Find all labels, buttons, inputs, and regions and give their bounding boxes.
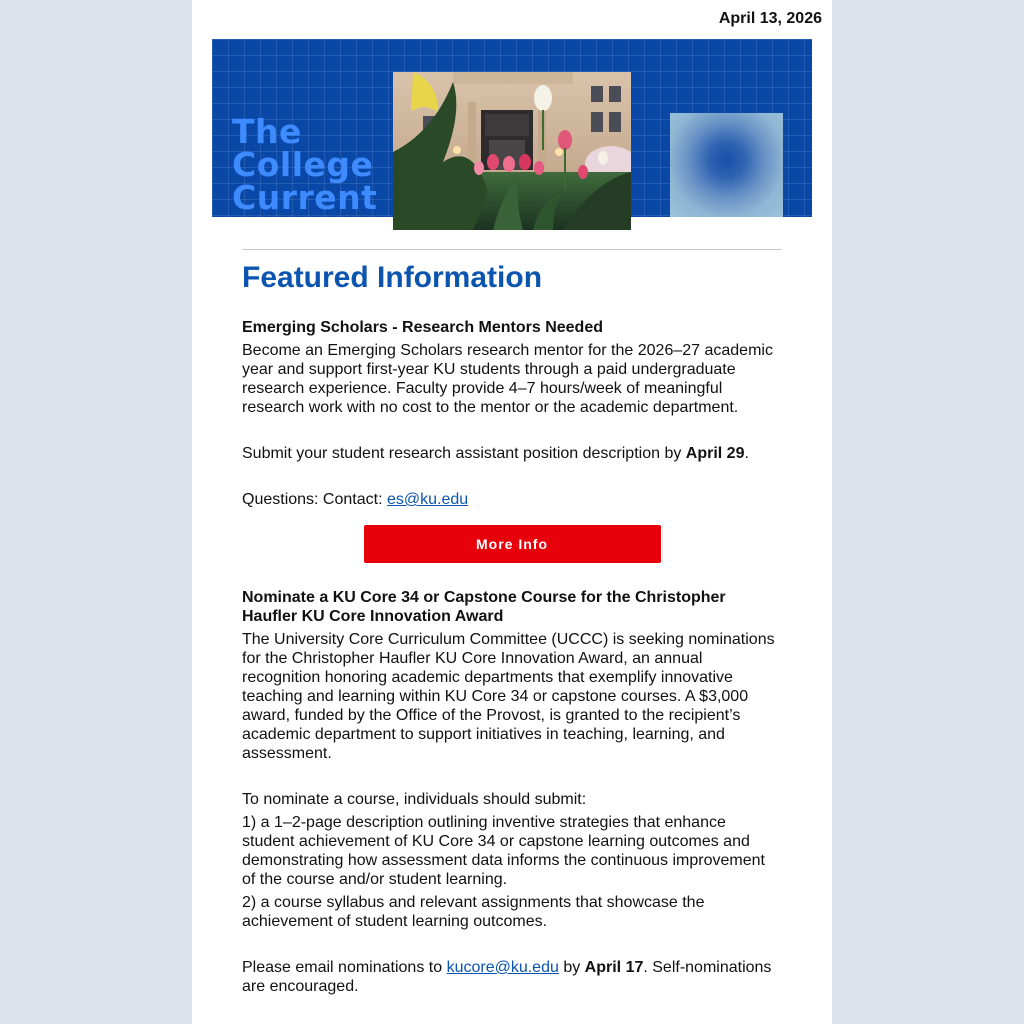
kucore-email-link[interactable]: kucore@ku.edu [446, 959, 559, 976]
article-1-contact-prefix: Questions: Contact: [242, 491, 387, 508]
article-2-email-date: April 17 [584, 959, 644, 976]
article-1-deadline-prefix: Submit your student research assistant position description by [242, 445, 686, 462]
article-1-body: Become an Emerging Scholars research mentor for the 2026–27 academic year and support first-year KU students through a paid undergraduate research experience. Faculty provide 4–7 hours/week of meaningful research work with no cost to the mentor or the academic department. [242, 342, 773, 416]
article-1-deadline-suffix: . [744, 445, 749, 462]
article-2-body: The University Core Curriculum Committee (UCCC) is seeking nominations for the Christopher Haufler KU Core Innovation Award, an annual recognition honoring academic departments that exemplify innovative teaching and learning within KU Core 34 or capstone courses. A $3,000 award, funded by the Office of the Provost, is granted to the recipient’s academic department to support initiatives in teaching, learning, and assessment. [242, 631, 775, 762]
newsletter-banner [212, 39, 812, 217]
article-2-email-mid: by [558, 959, 585, 976]
email-content [242, 258, 782, 996]
banner-title-line-2: College [232, 145, 374, 184]
article-1-title: Emerging Scholars - Research Mentors Needed [242, 319, 603, 336]
article-2-email-prefix: Please email nominations to [242, 959, 447, 976]
banner-title-line-1: The [232, 112, 302, 151]
article-2-email-suffix: . Self-nominations are encouraged. [242, 959, 772, 995]
article-1-deadline [242, 444, 782, 463]
section-heading: Featured Information [242, 261, 543, 294]
article-2-submit-intro: To nominate a course, individuals should submit: [242, 791, 587, 808]
article-1-contact [242, 490, 782, 509]
article-2-item-2: 2) a course syllabus and relevant assignments that showcase the achievement of student learning outcomes. [242, 894, 705, 930]
article-2-email-line [242, 958, 782, 996]
banner-title-line-3: Current [232, 178, 378, 217]
banner-title [232, 112, 378, 217]
more-info-button[interactable]: More Info [364, 525, 661, 563]
contact-email-link[interactable]: es@ku.edu [386, 491, 469, 508]
issue-date: April 13, 2026 [718, 10, 822, 27]
email-body [192, 0, 832, 1024]
article-2-title: Nominate a KU Core 34 or Capstone Course for the Christopher Haufler KU Core Innovation Award [242, 589, 726, 625]
article-1-deadline-date: April 29 [685, 445, 745, 462]
banner-glow-square [670, 113, 783, 217]
article-2-item-1: 1) a 1–2-page description outlining inventive strategies that enhance student achievement of KU Core 34 or capstone learning outcomes and demonstrating how assessment data informs the continuous improvement of the course and/or student learning. [242, 814, 765, 888]
tulips-building-illustration [393, 72, 631, 230]
section-divider [242, 249, 782, 250]
banner-photo-tulips-building [393, 72, 631, 230]
